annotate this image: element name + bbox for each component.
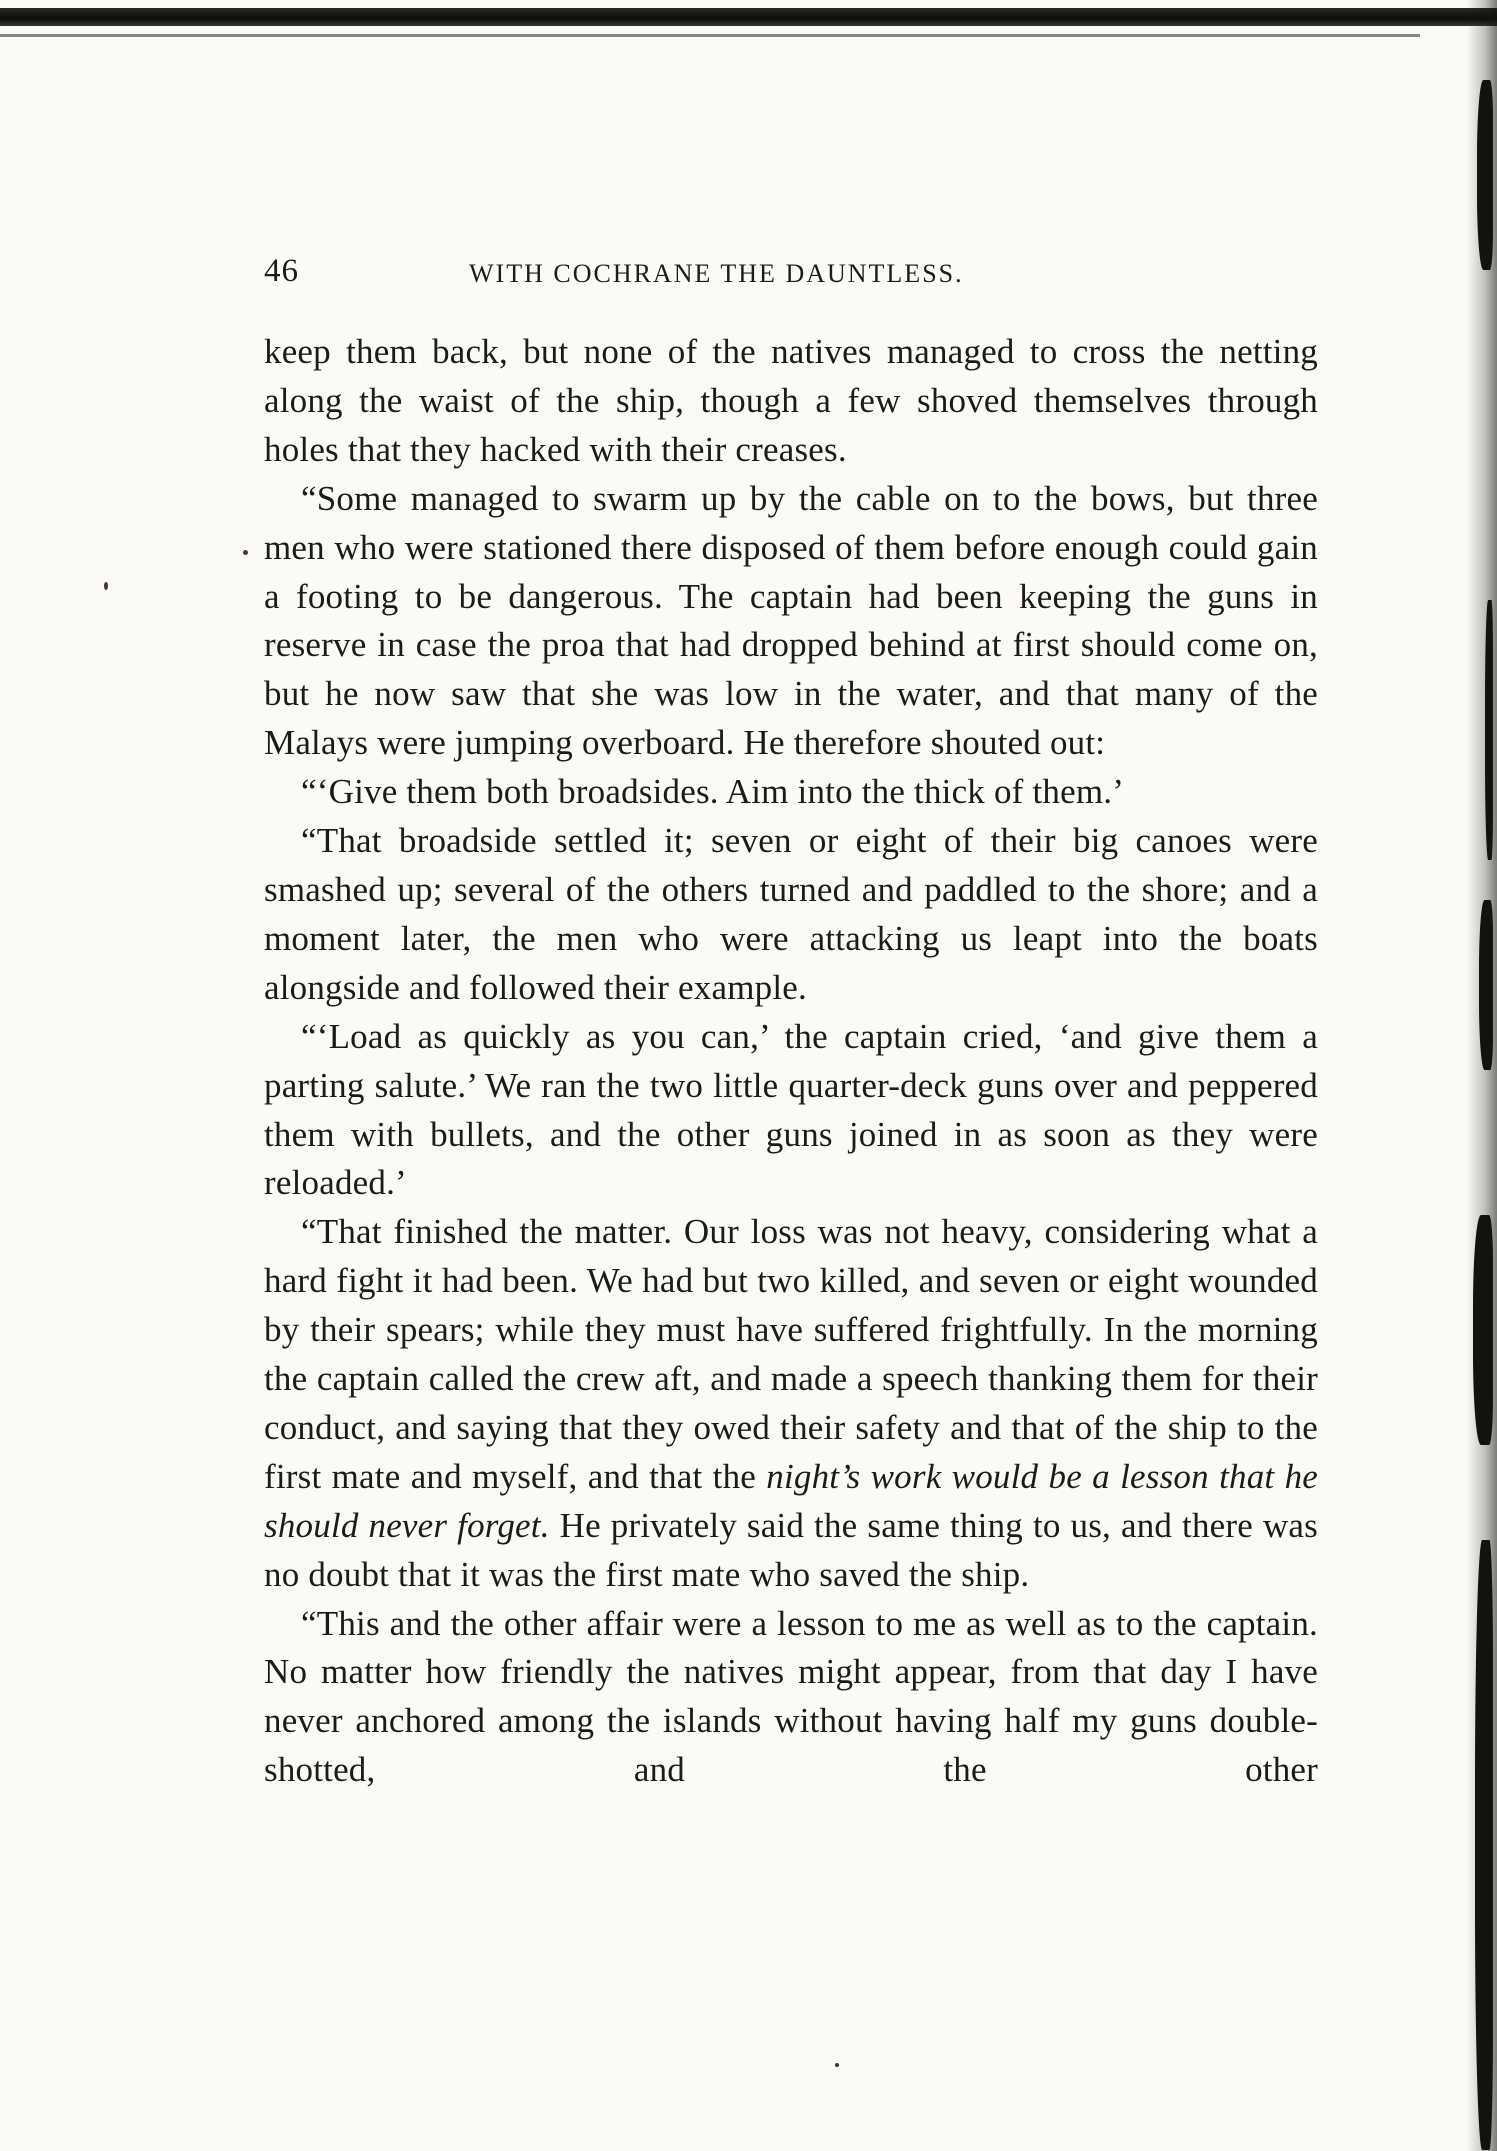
edge-mark — [1477, 80, 1493, 270]
italic-text: night’s work would be a lesson that he should never forget. — [264, 1456, 1319, 1545]
body-text — [264, 328, 1318, 1795]
page-number: 46 — [264, 253, 299, 289]
top-edge-line — [0, 34, 1420, 37]
paper-speck — [243, 550, 248, 555]
edge-mark — [1485, 600, 1493, 860]
edge-mark — [1475, 1540, 1493, 2150]
paragraph: “This and the other affair were a lesson to me as well as to the captain. No matter how friendly the natives might appear, from that day I have never anchored among the islands without having half my guns double-shotted, and the other — [264, 1603, 1318, 1790]
paragraph-text: “That finished the matter. Our loss was not heavy, considering what a hard fight it had been. We had but two killed, and seven or eight wounded by their spears; while they must have suffered frightfully. In the morning the captain called the crew aft, and made a speech thanking them for their conduct, and saying that they owed their safety and that of the ship to the first mate and myself, and that the — [264, 1212, 1318, 1496]
top-edge-rule — [0, 8, 1497, 26]
paragraph: “Some managed to swarm up by the cable on to the bows, but three men who were stationed there disposed of them before enough could gain a footing to be dangerous. The captain had been keeping the guns in reserve in case the proa that had dropped behind at first should come on, but he now saw that she was low in the water, and that many of the Malays were jumping overboard. He therefore shouted out: — [264, 478, 1318, 763]
edge-mark — [1479, 900, 1493, 1070]
paragraph — [264, 1208, 1318, 1599]
edge-mark — [1473, 1215, 1493, 1445]
paragraph: “‘Load as quickly as you can,’ the captain cried, ‘and give them a parting salute.’ We ran the two little quarter-deck guns over and peppered them with bullets, and the other guns joined in as soon as they were reloaded.’ — [264, 1016, 1318, 1203]
paragraph: keep them back, but none of the natives managed to cross the netting along the waist of the ship, though a few shoved themselves through holes that they hacked with their creases. — [264, 332, 1318, 469]
paragraph: “That broadside settled it; seven or eight of their big canoes were smashed up; several of the others turned and paddled to the shore; and a moment later, the men who were attacking us leapt into the boats alongside and followed their example. — [264, 821, 1318, 1007]
page-header — [264, 253, 1314, 297]
paper-speck — [835, 2063, 839, 2067]
running-head: WITH COCHRANE THE DAUNTLESS. — [469, 259, 964, 288]
paper-speck — [104, 582, 108, 590]
paragraph-text: He privately said the same thing to us, and there was no doubt that it was the first mate who saved the ship. — [264, 1505, 1318, 1594]
paragraph: “‘Give them both broadsides. Aim into the thick of them.’ — [301, 772, 1125, 812]
